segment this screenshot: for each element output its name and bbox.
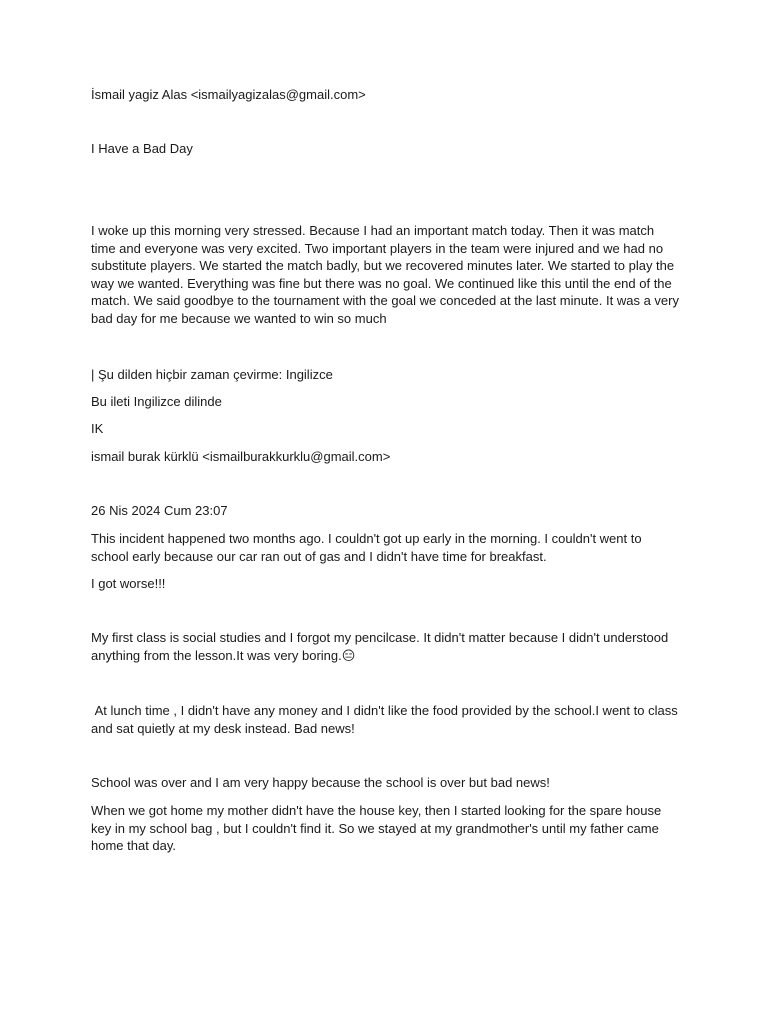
quoted-sender: ismail burak kürklü <ismailburakkurklu@gmail.com> [91, 449, 391, 464]
quoted-date: 26 Nis 2024 Cum 23:07 [91, 503, 228, 518]
never-translate-link[interactable]: | Şu dilden hiçbir zaman çevirme: Ingilizce [91, 367, 333, 382]
quoted-paragraph-6: When we got home my mother didn't have the house key, then I started looking for the spare house key in my school bag , but I couldn't find it. So we stayed at my grandmother's until my father came home that day. [91, 803, 662, 854]
quoted-paragraph-3: My first class is social studies and I forgot my pencilcase. It didn't matter because I didn't understood anything from the lesson.It was very boring.😑 [91, 630, 669, 663]
quoted-paragraph-4: At lunch time , I didn't have any money and I didn't like the food provided by the school.I went to class and sat quietly at my desk instead. Bad news! [91, 703, 682, 736]
quoted-paragraph-5: School was over and I am very happy because the school is over but bad news! [91, 775, 550, 790]
sender-line: İsmail yagiz Alas <ismailyagizalas@gmail.com> [91, 87, 366, 102]
quoted-paragraph-2: I got worse!!! [91, 576, 166, 591]
email-body: I woke up this morning very stressed. Because I had an important match today. Then it was match time and everyone was very excited. Two important players in the team were injured and we had no substitute players. We started the match badly, but we recovered minutes later. We started to play the way we wanted. Everything was fine but there was no goal. We continued like this until the end of the match. We said goodbye to the tournament with the goal we conceded at the last minute. It was a very bad day for me because we wanted to win so much [91, 223, 679, 326]
subject-line: I Have a Bad Day [91, 141, 193, 156]
quoted-paragraph-1: This incident happened two months ago. I couldn't got up early in the morning. I couldn't went to school early because our car ran out of gas and I didn't have time for breakfast. [91, 531, 642, 564]
language-notice: Bu ileti Ingilizce dilinde [91, 394, 222, 409]
initials-avatar: IK [91, 421, 104, 436]
